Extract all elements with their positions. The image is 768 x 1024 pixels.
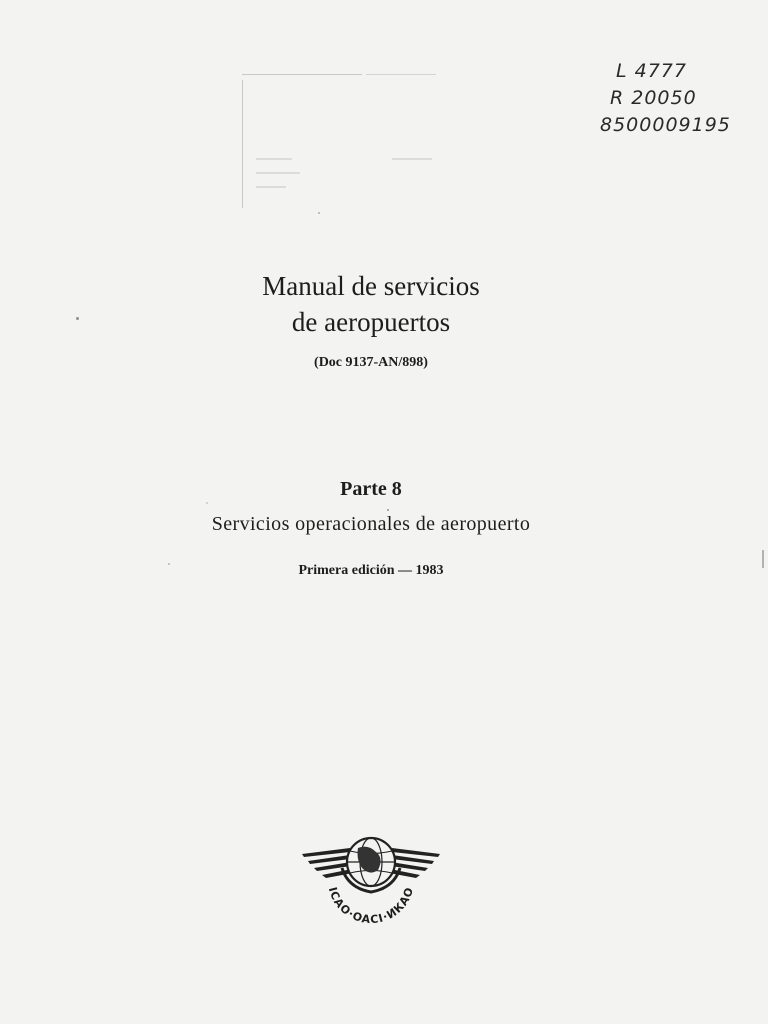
handwritten-line: R 20050 [610, 87, 697, 109]
icao-emblem-icon [298, 818, 444, 928]
document-title [0, 268, 742, 340]
title-line-1: Manual de servicios [262, 271, 480, 301]
doc-number: (Doc 9137-AN/898) [314, 355, 428, 370]
faded-stamp [242, 74, 447, 210]
handwritten-line: 8500009195 [600, 114, 731, 136]
part-number: Parte 8 [340, 478, 402, 500]
edition-line: Primera edición — 1983 [298, 563, 444, 578]
emblem-text: ICAO·OACI·ИКАО [325, 885, 417, 927]
handwritten-notes [600, 58, 731, 139]
handwritten-line: L 4777 [616, 60, 687, 82]
title-line-2: de aeropuertos [291, 307, 451, 337]
part-title: Servicios operacionales de aeropuerto [211, 513, 531, 535]
